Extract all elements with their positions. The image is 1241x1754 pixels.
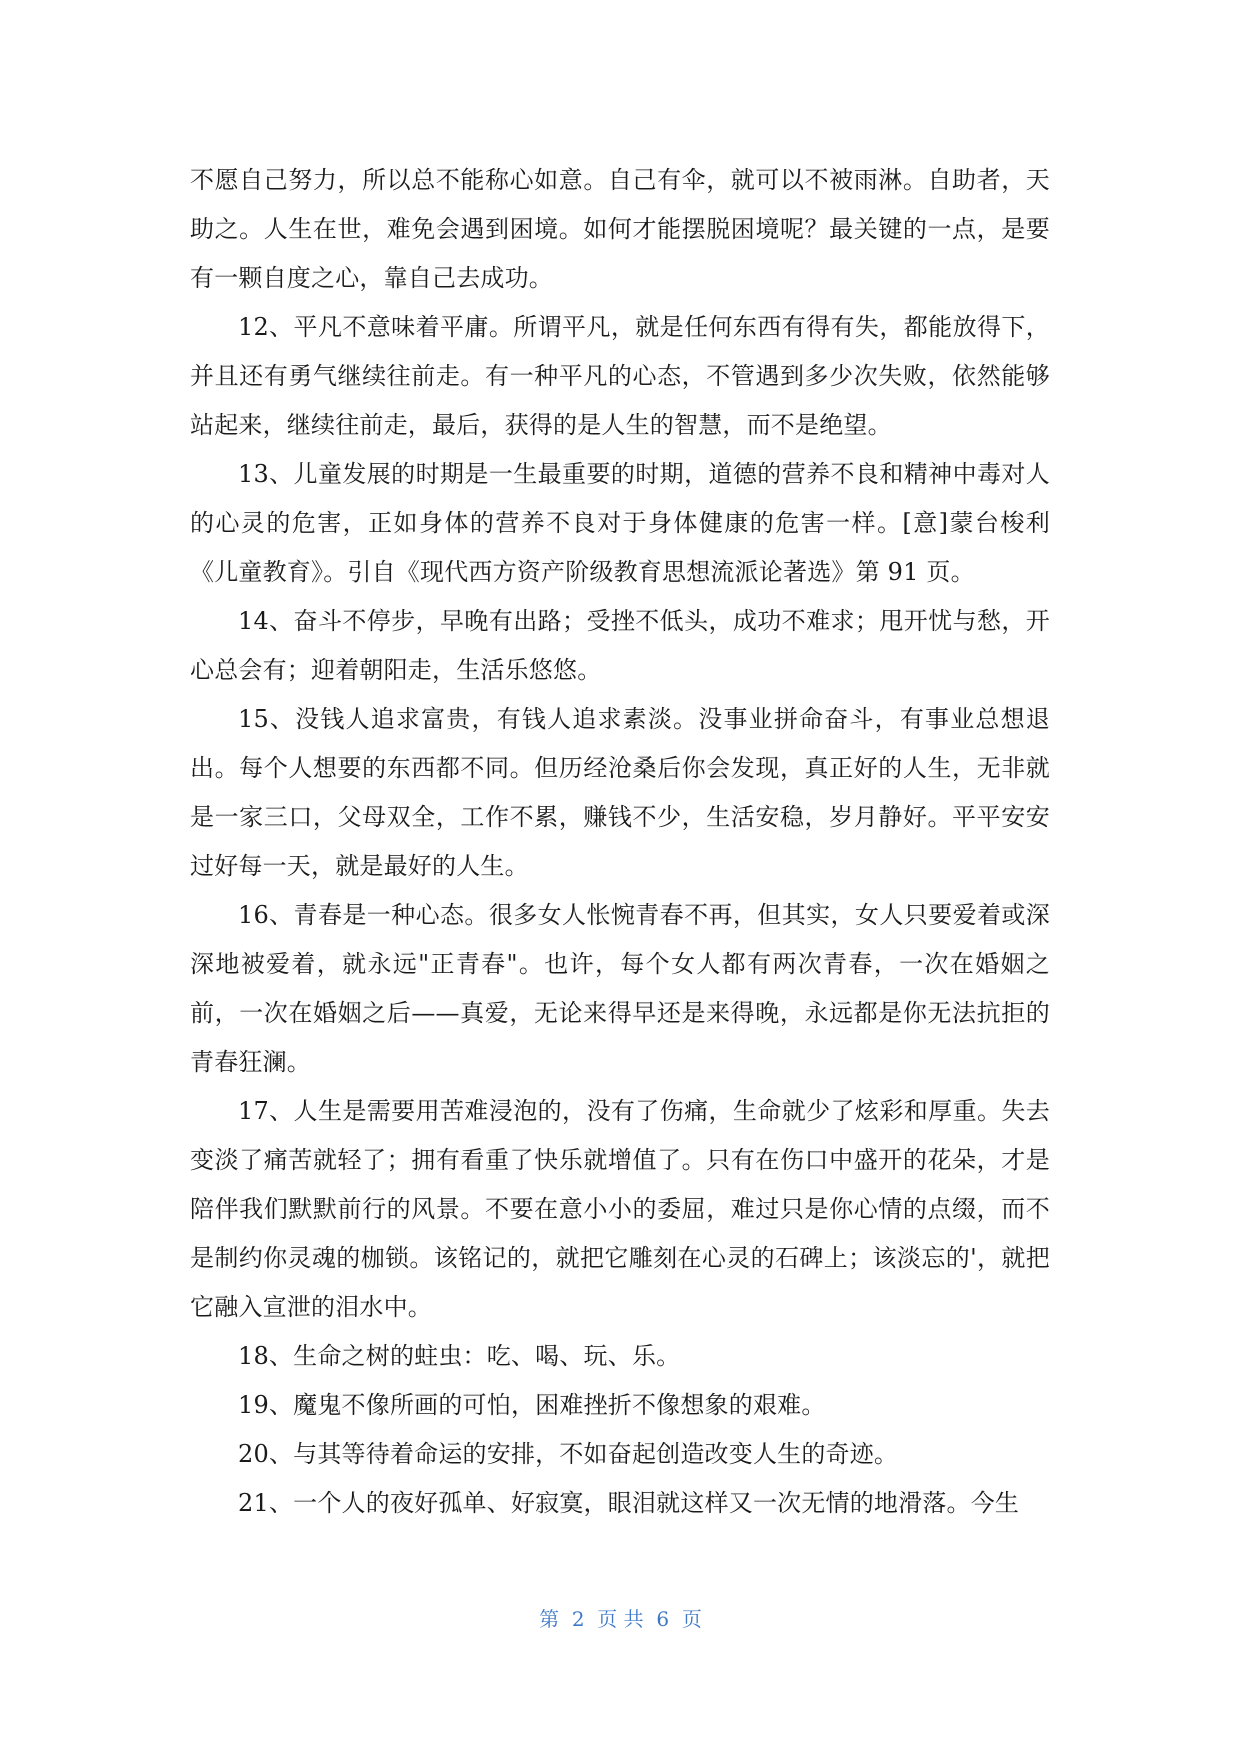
paragraph-continuation: 不愿自己努力，所以总不能称心如意。自己有伞，就可以不被雨淋。自助者，天助之。人生在世，难免会遇到困境。如何才能摆脱困境呢？最关键的一点，是要有一颗自度之心，靠自己去成功。 xyxy=(190,166,1050,292)
paragraph-item-12: 12、平凡不意味着平庸。所谓平凡，就是任何东西有得有失，都能放得下，并且还有勇气继续往前走。有一种平凡的心态，不管遇到多少次失败，依然能够站起来，继续往前走，最后，获得的是人生的智慧，而不是绝望。 xyxy=(190,313,1050,439)
paragraph-item-17: 17、人生是需要用苦难浸泡的，没有了伤痛，生命就少了炫彩和厚重。失去变淡了痛苦就轻了；拥有看重了快乐就增值了。只有在伤口中盛开的花朵，才是陪伴我们默默前行的风景。不要在意小小的委屈，难过只是你心情的点缀，而不是制约你灵魂的枷锁。该铭记的，就把它雕刻在心灵的石碑上；该淡忘的'，就把它融入宣泄的泪水中。 xyxy=(190,1097,1050,1321)
paragraph-item-15: 15、没钱人追求富贵，有钱人追求素淡。没事业拼命奋斗，有事业总想退出。每个人想要的东西都不同。但历经沧桑后你会发现，真正好的人生，无非就是一家三口，父母双全，工作不累，赚钱不少，生活安稳，岁月静好。平平安安过好每一天，就是最好的人生。 xyxy=(190,705,1050,880)
paragraph-item-13: 13、儿童发展的时期是一生最重要的时期，道德的营养不良和精神中毒对人的心灵的危害，正如身体的营养不良对于身体健康的危害一样。[意]蒙台梭利《儿童教育》。引自《现代西方资产阶级教育思想流派论著选》第 91 页。 xyxy=(190,460,1050,586)
body-text xyxy=(190,156,1050,1528)
paragraph-item-20: 20、与其等待着命运的安排，不如奋起创造改变人生的奇迹。 xyxy=(238,1440,899,1468)
paragraph-item-21: 21、一个人的夜好孤单、好寂寞，眼泪就这样又一次无情的地滑落。今生 xyxy=(238,1489,1020,1517)
paragraph-item-14: 14、奋斗不停步，早晚有出路；受挫不低头，成功不难求；甩开忧与愁，开心总会有；迎着朝阳走，生活乐悠悠。 xyxy=(190,607,1050,684)
paragraph-item-16: 16、青春是一种心态。很多女人怅惋青春不再，但其实，女人只要爱着或深深地被爱着，就永远"正青春"。也许，每个女人都有两次青春，一次在婚姻之前，一次在婚姻之后——真爱，无论来得早还是来得晚，永远都是你无法抗拒的青春狂澜。 xyxy=(190,901,1050,1076)
page-number-footer: 第 2 页 共 6 页 xyxy=(539,1607,702,1631)
paragraph-item-19: 19、魔鬼不像所画的可怕，困难挫折不像想象的艰难。 xyxy=(238,1391,826,1419)
paragraph-item-18: 18、生命之树的蛀虫：吃、喝、玩、乐。 xyxy=(238,1342,681,1370)
